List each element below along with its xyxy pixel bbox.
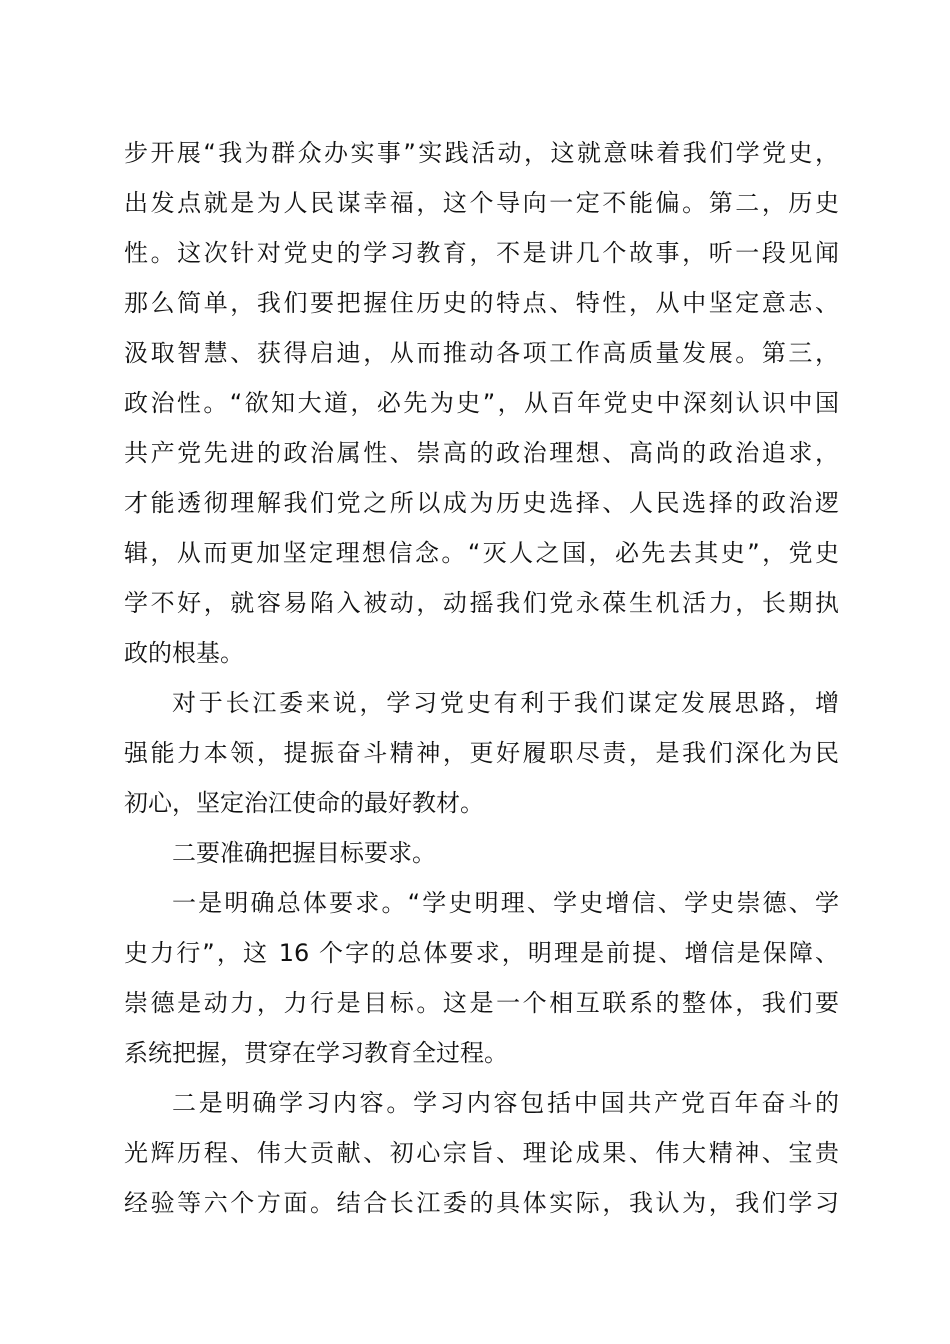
section-heading: 二要准确把握目标要求。 [172,839,436,867]
text-line: 步开展“我为群众办实事”实践活动，这就意味着我们学党史， [124,139,839,167]
text-line: 那么简单，我们要把握住历史的特点、特性，从中坚定意志、 [124,289,839,317]
text-line: 政的根基。 [124,639,244,667]
text-line: 出发点就是为人民谋幸福，这个导向一定不能偏。第二，历史 [124,189,839,217]
text-line: 才能透彻理解我们党之所以成为历史选择、人民选择的政治逻 [124,489,839,517]
text-line: 崇德是动力，力行是目标。这是一个相互联系的整体，我们要 [124,989,839,1017]
text-line: 二是明确学习内容。学习内容包括中国共产党百年奋斗的 [172,1089,839,1117]
text-line: 初心，坚定治江使命的最好教材。 [124,789,484,817]
body-text [124,128,839,1228]
text-line: 史力行”，这 16 个字的总体要求，明理是前提、增信是保障、 [124,939,839,967]
text-line: 经验等六个方面。结合长江委的具体实际，我认为，我们学习 [124,1189,839,1217]
text-line: 强能力本领，提振奋斗精神，更好履职尽责，是我们深化为民 [124,739,839,767]
text-line: 光辉历程、伟大贡献、初心宗旨、理论成果、伟大精神、宝贵 [124,1139,839,1167]
text-line: 系统把握，贯穿在学习教育全过程。 [124,1039,508,1067]
text-line: 性。这次针对党史的学习教育，不是讲几个故事，听一段见闻 [124,239,839,267]
text-line: 学不好，就容易陷入被动，动摇我们党永葆生机活力，长期执 [124,589,839,617]
text-line: 共产党先进的政治属性、崇高的政治理想、高尚的政治追求， [124,439,839,467]
text-line: 汲取智慧、获得启迪，从而推动各项工作高质量发展。第三， [124,339,839,367]
text-line: 一是明确总体要求。“学史明理、学史增信、学史崇德、学 [172,889,839,917]
text-line: 对于长江委来说，学习党史有利于我们谋定发展思路，增 [172,689,839,717]
text-line: 辑，从而更加坚定理想信念。“灭人之国，必先去其史”，党史 [124,539,839,567]
text-line: 政治性。“欲知大道，必先为史”，从百年党史中深刻认识中国 [124,389,839,417]
